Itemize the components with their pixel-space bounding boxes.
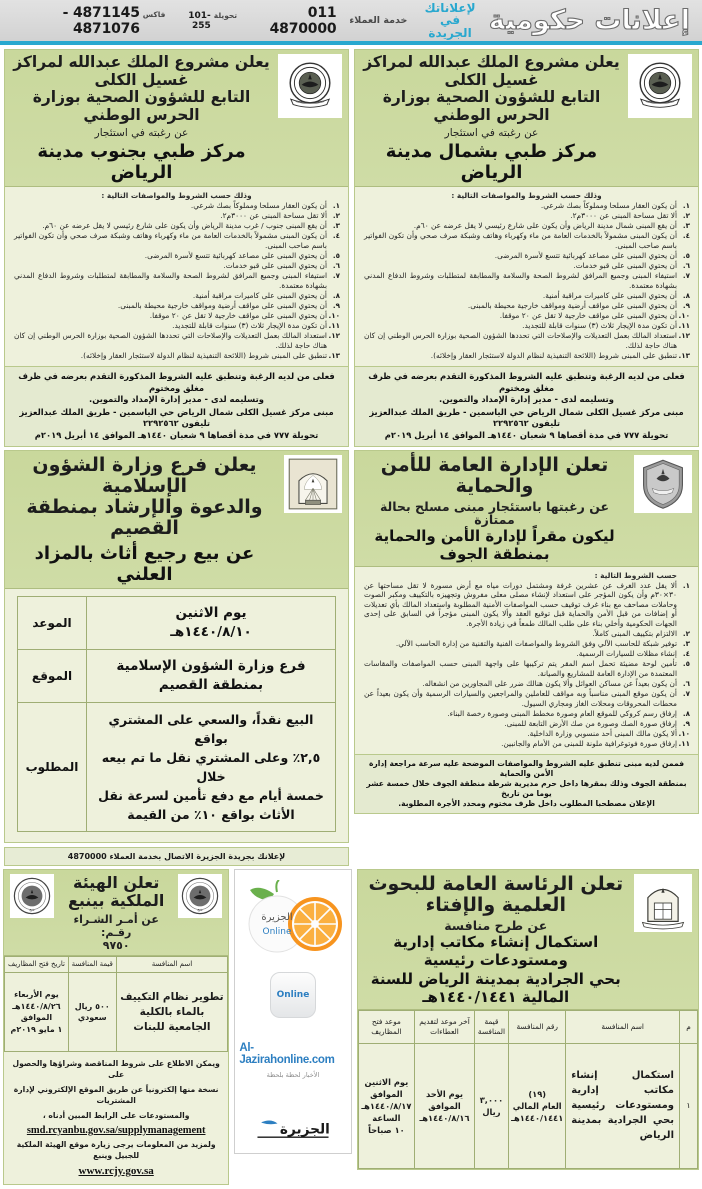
footer-line-2: بمنطقة الجوف وذلك بمقرها داخل حرم مديرية شرطة منطقة الجوف خلال خمسة عشر يوما من تاريخ xyxy=(366,779,687,799)
ad-islamic-affairs-auction xyxy=(4,450,349,843)
condition-item: ٩. أن يحتوي المبنى على مواقف أرضية ومواقف خارجية محيطة بالمبنى. xyxy=(364,301,677,311)
auction-value-line: البيع نقداً، والسعي على المشتري بواقع xyxy=(108,711,314,746)
national-guard-health-emblem-icon xyxy=(628,54,692,118)
cell-line: العام المالي xyxy=(512,1100,562,1111)
extension-label: تحويلة xyxy=(213,10,238,20)
footer-line-4: تحويلة ٧٧٧ في مدة أقصاها ٩ شعبان ١٤٤٠هـ الموافق ١٤ أبريل ٢٠١٩م xyxy=(34,429,319,440)
cell-line: بالماء بالكلية xyxy=(139,1005,205,1018)
condition-item: ١٠. أن يحتوي المبنى على مواقف خارجية لا تقل عن ٢٠ موقفا. xyxy=(364,311,677,321)
ad-subject: ليكون مقراً لإدارة الأمن والحماية بمنطقة الجوف xyxy=(374,526,615,563)
ad-header xyxy=(355,50,698,187)
footer-line-2: وتسليمه لدى - مدير إدارة الإمداد والتموين. xyxy=(439,394,614,405)
condition-item: ١. أن يكون العقار مسلحا ومملوكاً بصك شرعي. xyxy=(364,201,677,211)
auction-label: الموعد xyxy=(18,596,87,649)
column-header: تاريخ فتح المظاريف xyxy=(5,956,69,973)
column-header: قيمة المنافسة xyxy=(474,1010,508,1043)
cell-line: ١٠ صباحاً xyxy=(368,1124,405,1135)
cell-line: الموافق xyxy=(428,1100,461,1111)
condition-item: ٨. إرفاق رسم كروكي للموقع العام وصورة مخطط المبنى وصورة رخصة البناء. xyxy=(364,709,677,719)
cell-line: سعودي xyxy=(77,1013,107,1023)
ad-header xyxy=(355,451,698,567)
ad-header xyxy=(4,870,228,956)
ads-row-3 xyxy=(3,869,699,1186)
aljazirah-online-promo[interactable] xyxy=(234,869,351,1154)
condition-item: ٦. أن يكون بعيداً عن مساكن العوائل وألا يكون هنالك ضرر على المجاورين من انشغاله. xyxy=(364,679,677,689)
ad-wish-text: عن رغبتها باستئجار مبنى مسلح بحالة ممتازة xyxy=(379,498,610,527)
column-header: موعد فتح المظاريف xyxy=(358,1010,415,1043)
ad-conditions-body xyxy=(355,187,698,366)
cell-tender-value xyxy=(474,1043,508,1168)
ad-islamic-affairs-wrapper xyxy=(4,450,349,866)
auction-table xyxy=(17,596,336,832)
ads-row-2 xyxy=(3,450,699,866)
footer-line-1: فعلى من لديه الرغبة وتنطبق عليه الشروط المذكورة التقدم بعرضه في ظرف مغلق ومختوم xyxy=(368,371,685,393)
column-header: رقم المنافسة xyxy=(509,1010,566,1043)
condition-item: ١٠. أن يحتوي المبنى على مواقف خارجية لا تقل عن ٢٠ موقفا. xyxy=(14,311,327,321)
auction-value-line: ١٤٤٠/٨/١٠هـ xyxy=(170,623,252,640)
auction-row xyxy=(18,649,336,702)
footer-line-3: مبنى مركز غسيل الكلى شمال الرياض حي الياسمين - طريق الملك عبدالعزيز تليفون ٢٢٩٢٥٦٢ xyxy=(19,406,334,429)
tender-table xyxy=(358,1010,698,1169)
cell-index: ١ xyxy=(680,1043,698,1168)
cell-line: الموافق xyxy=(20,1013,53,1023)
footer-line-2: وتسليمه لدى - مدير إدارة الإمداد والتموين. xyxy=(89,394,264,405)
conditions-lead: حسب الشروط التالية : xyxy=(594,570,677,580)
footer-line-4: تحويلة ٧٧٧ في مدة أقصاها ٩ شعبان ١٤٤٠هـ الموافق ١٤ أبريل ٢٠١٩م xyxy=(384,429,669,440)
rc-table-head xyxy=(5,956,228,973)
condition-item: ٦. أن يحتوي المبنى على قبو خدمات. xyxy=(14,261,327,271)
extension-group xyxy=(179,11,237,31)
auction-value-line: بمنطقة القصيم xyxy=(158,676,264,693)
ad-title: تعلن الإدارة العامة للأمن والحماية xyxy=(380,453,609,497)
cell-line: الموافق xyxy=(370,1088,403,1099)
ad-kidney-center-south xyxy=(4,49,349,447)
footer-line-3: مبنى مركز غسيل الكلى شمال الرياض حي الياسمين - طريق الملك عبدالعزيز تليفون ٢٢٩٢٥٦٢ xyxy=(369,406,684,429)
cell-opening-date xyxy=(5,973,69,1052)
rcjy-website-link[interactable]: www.rcjy.gov.sa xyxy=(78,1165,154,1178)
condition-item: ٣. أن يقع المبنى جنوب / غرب مدينة الرياض وأن يكون على شارع رئيسي لا يقل عرضه عن ٦٠م. xyxy=(14,221,327,231)
cell-opening-date xyxy=(358,1043,415,1168)
ad-header xyxy=(5,50,348,187)
tender-table-head xyxy=(358,1010,697,1043)
condition-item: ١. أن يكون العقار مسلحا ومملوكاً بصك شرعي. xyxy=(14,201,327,211)
ad-subject-line-2: بحي الجرادية بمدينة الرياض للسنة المالية ١٤٤٠/١٤٤١هـ xyxy=(370,969,621,1006)
cell-tender-value xyxy=(68,973,116,1052)
ad-wish-text: عن طرح منافسة xyxy=(444,917,548,933)
svg-text:ينبع: ينبع xyxy=(197,906,203,911)
cell-line: الجامعية للبنات xyxy=(133,1020,211,1033)
ad-title: تعلن الرئاسة العامة للبحوث العلمية والإفتاء xyxy=(368,872,624,916)
promo-tagline: الأخبار لحظة بلحظة xyxy=(266,1070,320,1079)
rc-note-line-2: نسخة منها إلكترونياً عن طريق الموقع الإلكتروني لإدارة المشتريات xyxy=(13,1085,219,1106)
rc-header-row xyxy=(5,956,228,973)
ad-ifta-tender xyxy=(357,869,699,1170)
auction-row xyxy=(18,702,336,831)
masthead-tagline-line1: لإعلاناتك xyxy=(424,0,476,15)
rc-note-line-3: والمستودعات على الرابط المبين أدناه ، xyxy=(42,1111,190,1121)
ifta-presidency-emblem-icon xyxy=(634,874,692,932)
auction-label: الموقع xyxy=(18,649,87,702)
cell-tender-name xyxy=(116,973,228,1052)
cell-line: ١٤٤٠/٨/١٦هـ xyxy=(419,1112,470,1123)
royal-commission-table xyxy=(4,956,228,1053)
ad-security-protection xyxy=(354,450,699,815)
tender-header-row xyxy=(358,1010,697,1043)
app-icon-label: Online xyxy=(276,989,310,1000)
masthead-tagline-line2: في الجريدة xyxy=(428,13,472,40)
ad-title-line-1: يعلن مشروع الملك عبدالله لمراكز غسيل الكلى xyxy=(13,53,270,89)
cell-line: ٥٠٠ ريال xyxy=(74,1001,110,1011)
auction-table-body xyxy=(18,596,336,831)
condition-item: ٧. أن يكون موقع المبنى مناسباً وبه مواقف للعاملين والمراجعين والسيارات الرسمية وأن يكون بعيداً عن محطات المحروقات ومحلات الغاز ومجاري السيول. xyxy=(364,689,677,708)
cell-line: (١٩) xyxy=(528,1088,547,1099)
condition-item: ٥. أن يحتوي المبنى على مصاعد كهربائية تتسع لأسرة المرضى. xyxy=(14,251,327,261)
main-phone-number: 011 4870000 xyxy=(269,4,337,37)
rc-note-line-4: ولمزيد من المعلومات يرجى زيارة موقع الهيئة الملكية للجبيل وينبع xyxy=(16,1140,216,1161)
extension-value: 101-255 xyxy=(188,10,211,31)
condition-item: ٢. ألا تقل مساحة المبنى عن ٣٠٠٠م٢. xyxy=(364,211,677,221)
condition-item: ٤. إنشاء مظلات للسيارات الرسمية. xyxy=(364,649,677,659)
ad-subject: عن بيع رجيع أثاث بالمزاد العلني xyxy=(34,542,255,585)
table-row xyxy=(358,1043,697,1168)
ad-title: تعلن الهيئة الملكية بينبع xyxy=(67,872,165,910)
masthead-title: إعلانات حكومية xyxy=(488,4,690,36)
condition-item: ١٢. استعداد المالك بعمل التعديلات والإصلاحات التي تحددها الشؤون الصحية بوزارة الحرس الوطني إن كان هناك حاجة لذلك. xyxy=(14,331,327,350)
ad-kidney-center-north xyxy=(354,49,699,447)
condition-item: ٤. أن يكون المبنى مشمولاً بالخدمات العامة من ماء وكهرباء وهاتف وشبكة صرف صحي وأن تكون الفواتير باسم صاحب المبنى. xyxy=(364,231,677,250)
condition-item: ١٠. ألا يكون مالك المبنى أحد منسوبي وزارة الداخلية. xyxy=(364,729,677,739)
supply-management-link[interactable]: smd.rcyanbu.gov.sa/supplymanagement xyxy=(26,1125,206,1137)
table-row xyxy=(5,973,228,1052)
rc-note-line-1: ويمكن الاطلاع على شروط المناقصة وشراؤها والحصول على xyxy=(12,1059,220,1080)
auction-row xyxy=(18,596,336,649)
ad-royal-commission-yanbu xyxy=(3,869,229,1186)
cell-line: يوم الأربعاء xyxy=(14,990,59,1000)
cell-tender-name: استكمال إنشاء مكاتب إدارية ومستودعات رئيسية بحي الجرادية بمدينة الرياض xyxy=(566,1043,680,1168)
condition-item: ١. ألا يقل عدد الغرف عن عشرين غرفة ومشتمل دورات مياه مع أرض مسورة لا تقل مساحتها عن ٣٠×٣٠م وأن يكون المؤجر على استعداد لإنشاء مصلى معلى مفروش وتجهيزه بالتكييف ومكبر الصوت وحاملات مصاحف مع بناء غرف توقيف حسب المواصفات الأمنية المطلوبة واستعداد المالك بأي تعديلات أو إضافات من قبل الأمن والحماية قبل توقيع العقد وألا يكون المبنى مؤجراً في السابق على إحدى الجهات الحكومية وأخلي بناء على طلب المالك طمعاً في زيادة الأجرة. xyxy=(364,581,677,629)
masthead xyxy=(0,0,702,45)
auction-value xyxy=(87,702,336,831)
condition-item: ٥. تأمين لوحة مضيئة تحمل اسم المقر يتم تركيبها على واجهة المبنى حسب المواصفات والمقاسات المعتمدة من الإدارة العامة للمشاريع والصيانة. xyxy=(364,659,677,678)
main-phone-group xyxy=(251,5,336,37)
column-header: اسم المنافسة xyxy=(566,1010,680,1043)
contact-strip: لإعلانك بجريدة الجزيرة الاتصال بخدمة العملاء 4870000 xyxy=(4,847,349,866)
svg-text:Online: Online xyxy=(262,926,292,937)
fax-group xyxy=(17,5,165,37)
cell-submission-deadline xyxy=(415,1043,474,1168)
fax-number: 4871145 - 4871076 xyxy=(62,4,140,37)
ad-purchase-number: ٩٧٥٠ xyxy=(102,938,130,952)
ads-grid xyxy=(0,45,702,1189)
app-icon[interactable] xyxy=(270,972,316,1018)
conditions-lead: وذلك حسب الشروط والمواصفات التالية : xyxy=(101,191,252,200)
conditions-list xyxy=(362,581,691,749)
ad-title-line-2: والدعوة والإرشاد بمنطقة القصيم xyxy=(26,495,263,539)
cell-line: يوم الأحد xyxy=(425,1088,464,1099)
ad-title-line-1: يعلن مشروع الملك عبدالله لمراكز غسيل الكلى xyxy=(363,53,620,89)
aljazirah-logo xyxy=(252,1117,334,1145)
condition-item: ١٣. تنطبق على المبنى شروط (اللائحة التنفيذية لنظام الدولة لاستئجار العقار وإخلائه). xyxy=(14,351,327,361)
cell-line: ريال xyxy=(482,1106,501,1117)
auction-value xyxy=(87,649,336,702)
svg-text:الجزيرة: الجزيرة xyxy=(261,911,293,923)
column-header: آخر موعد لتقديم العطاءات xyxy=(415,1010,474,1043)
condition-item: ٣. توفير شبكة للحاسب الآلي وفق الشروط والمواصفات الفنية والتقنية من إدارة الحاسب الآلي. xyxy=(364,639,677,649)
condition-item: ٩. إرفاق صورة الصك وصورة من صك الأرض التابعة للمبنى. xyxy=(364,719,677,729)
auction-value xyxy=(87,596,336,649)
column-header: م xyxy=(680,1010,698,1043)
condition-item: ٤. أن يكون المبنى مشمولاً بالخدمات العامة من ماء وكهرباء وهاتف وشبكة صرف صحي وأن تكون الفواتير باسم صاحب المبنى. xyxy=(14,231,327,250)
condition-item: ١١. أن تكون مدة الإيجار ثلاث (٣) سنوات قابلة للتجديد. xyxy=(14,321,327,331)
auction-value-line: فرع وزارة الشؤون الإسلامية xyxy=(116,657,306,674)
cell-line: يوم الاثنين xyxy=(364,1076,409,1087)
conditions-list xyxy=(12,201,341,361)
auction-value-line: خمسة أيام مع دفع تأمين لسرعة نقل xyxy=(98,787,324,803)
condition-item: ١١. إرفاق صورة فوتوغرافية ملونة للمبنى من الأمام والجانبين. xyxy=(364,739,677,749)
cell-line: ١٤٤٠/٨/٢٦هـ xyxy=(12,1001,61,1011)
footer-line-1: فممن لديه مبنى تنطبق عليه الشروط والمواصفات الموضحة عليه سرعة مراجعة إدارة الأمن والحماية xyxy=(368,759,685,779)
auction-label: المطلوب xyxy=(18,702,87,831)
tender-table-body xyxy=(358,1043,697,1168)
condition-item: ٩. أن يحتوي المبنى على مواقف أرضية ومواقف خارجية محيطة بالمبنى. xyxy=(14,301,327,311)
auction-table-wrapper xyxy=(5,589,348,842)
fax-label: فاكس xyxy=(142,9,166,19)
condition-item: ١٣. تنطبق على المبنى شروط (اللائحة التنفيذية لنظام الدولة لاستئجار العقار وإخلائه). xyxy=(364,351,677,361)
cell-line: ١ مايو ٢٠١٩م xyxy=(10,1024,63,1034)
ad-wish-text: عن أمـر الشـراء رقـم: xyxy=(73,912,159,939)
condition-item: ٧. استيفاء المبنى وجميع المرافق لشروط الصحة والسلامة والمطابقة لمتطلبات وشروط الدفاع المدني بشهادة معتمدة. xyxy=(14,271,327,290)
conditions-list xyxy=(362,201,691,361)
auction-value-line: ٢,٥٪ وعلى المشتري نقل ما تم بيعه خلال xyxy=(101,749,321,784)
ad-subject-line-1: استكمال إنشاء مكاتب إدارية ومستودعات رئيسية xyxy=(393,932,599,969)
condition-item: ٥. أن يحتوي المبنى على مصاعد كهربائية تتسع لأسرة المرضى. xyxy=(364,251,677,261)
column-header: قيمة المنافسة xyxy=(68,956,116,973)
ad-subject: مركز طبي بجنوب مدينة الرياض xyxy=(37,141,246,183)
national-guard-health-emblem-icon xyxy=(278,54,342,118)
cell-line: ١٤٤٠/٨/١٧هـ xyxy=(361,1100,412,1111)
ad-footer xyxy=(355,754,698,813)
ad-title-line-2: التابع للشؤون الصحية بوزارة الحرس الوطني xyxy=(32,88,251,124)
masthead-tagline xyxy=(421,2,478,40)
condition-item: ٦. أن يحتوي المبنى على قبو خدمات. xyxy=(364,261,677,271)
condition-item: ٨. أن يحتوي المبنى على كاميرات مراقبة أمنية. xyxy=(14,291,327,301)
ministry-islamic-affairs-emblem-icon xyxy=(284,455,342,513)
cell-line: ١٤٤٠/١٤٤١هـ xyxy=(511,1112,564,1123)
svg-text:الجزيرة: الجزيرة xyxy=(279,1121,330,1138)
footer-line-1: فعلى من لديه الرغبة وتنطبق عليه الشروط المذكورة التقدم بعرضه في ظرف مغلق ومختوم xyxy=(18,371,335,393)
condition-item: ٨. أن يحتوي المبنى على كاميرات مراقبة أمنية. xyxy=(364,291,677,301)
customer-service-label: خدمة العملاء xyxy=(349,15,408,26)
ad-footer xyxy=(355,366,698,446)
condition-item: ١١. أن تكون مدة الإيجار ثلاث (٣) سنوات قابلة للتجديد. xyxy=(364,321,677,331)
cell-tender-number xyxy=(509,1043,566,1168)
condition-item: ٢. الالتزام بتكييف المبنى كاملاً. xyxy=(364,629,677,639)
ad-title-line-2: التابع للشؤون الصحية بوزارة الحرس الوطني xyxy=(382,88,601,124)
column-header: اسم المنافسة xyxy=(116,956,228,973)
svg-text:ينبع: ينبع xyxy=(29,906,35,911)
ad-header xyxy=(358,870,698,1010)
ad-title-line-1: يعلن فرع وزارة الشؤون الإسلامية xyxy=(32,453,257,497)
ads-row-1 xyxy=(3,49,699,447)
auction-value-line: الأثاث بواقع ١٠٪ من القيمة xyxy=(127,806,295,822)
condition-item: ٣. أن يقع المبنى شمال مدينة الرياض وأن يكون على شارع رئيسي لا يقل عرضه عن ٦٠م. xyxy=(364,221,677,231)
security-directorate-emblem-icon xyxy=(634,455,692,513)
condition-item: ٢. ألا تقل مساحة المبنى عن ٣٠٠٠م٢. xyxy=(14,211,327,221)
ad-conditions-body xyxy=(5,187,348,366)
cell-line: تطوير نظام التكييف xyxy=(120,990,224,1003)
royal-commission-emblem-icon xyxy=(178,874,222,918)
ad-conditions-body xyxy=(355,567,698,755)
ad-subject: مركز طبي بشمال مدينة الرياض xyxy=(385,141,598,183)
cell-line: ٣,٠٠٠ xyxy=(479,1094,504,1105)
cell-line: الساعة xyxy=(372,1112,401,1123)
footer-line-3: الإعلان مصطحبا المطلوب داخل ظرف مختوم ومحدد الأجرة المطلوبة. xyxy=(398,799,655,809)
ad-footer xyxy=(5,366,348,446)
orange-hero-image xyxy=(241,880,345,958)
ad-header xyxy=(5,451,348,589)
promo-url[interactable]: Al-Jazirahonline.com xyxy=(239,1041,335,1066)
rc-note xyxy=(4,1052,228,1184)
condition-item: ١٢. استعداد المالك بعمل التعديلات والإصلاحات التي تحددها الشؤون الصحية بوزارة الحرس الوطني إن كان هناك حاجة لذلك. xyxy=(364,331,677,350)
conditions-lead: وذلك حسب الشروط والمواصفات التالية : xyxy=(451,191,602,200)
ad-wish-text: عن رغبته في استئجار xyxy=(94,127,189,139)
royal-commission-emblem-icon-secondary xyxy=(10,874,54,918)
auction-value-line: يوم الاثنين xyxy=(175,604,247,621)
rc-table-body xyxy=(5,973,228,1052)
condition-item: ٧. استيفاء المبنى وجميع المرافق لشروط الصحة والسلامة والمطابقة لمتطلبات وشروط الدفاع المدني بشهادة معتمدة. xyxy=(364,271,677,290)
ad-wish-text: عن رغبته في استئجار xyxy=(444,127,539,139)
